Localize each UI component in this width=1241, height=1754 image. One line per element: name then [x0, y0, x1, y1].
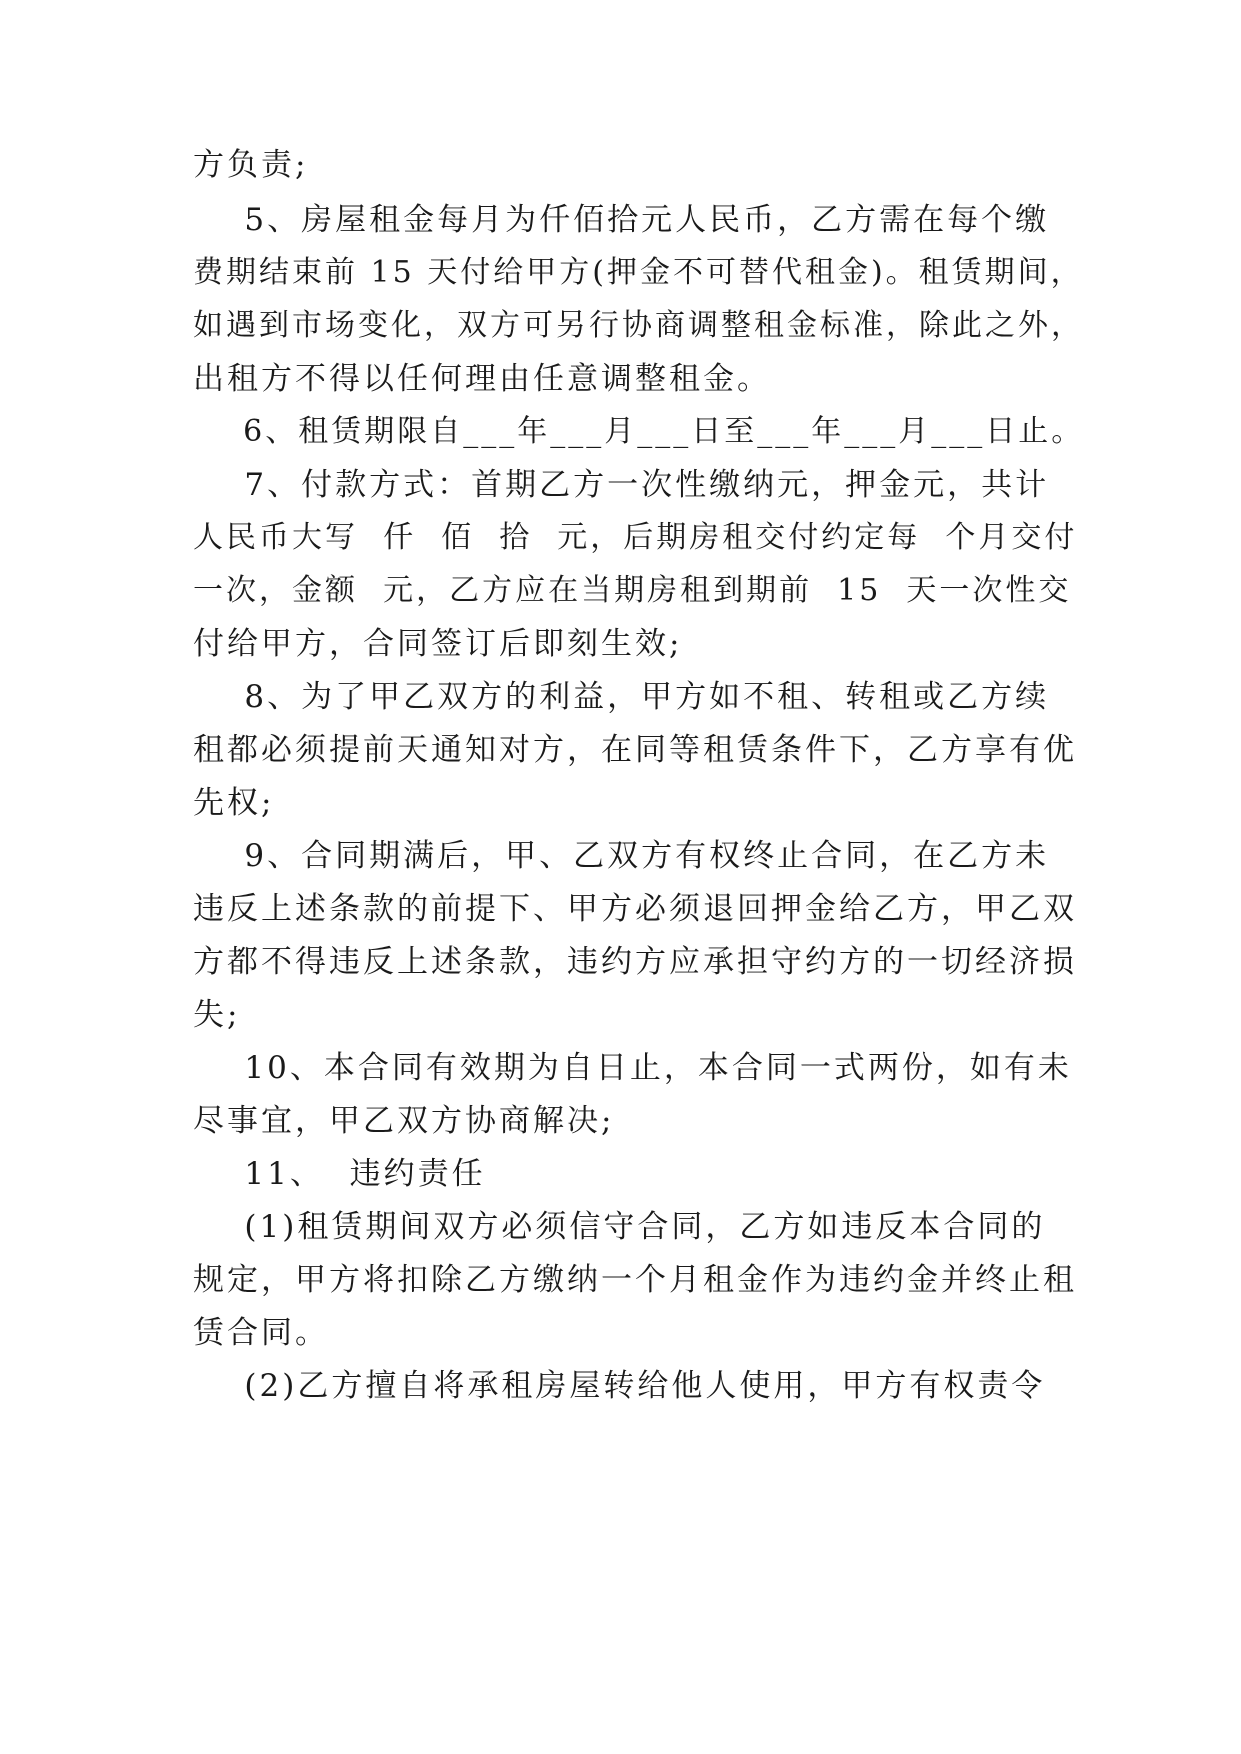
text-line: (2)乙方擅自将承租房屋转给他人使用，甲方有权责令 — [193, 1368, 1046, 1404]
text-line: 8、为了甲乙双方的利益，甲方如不租、转租或乙方续 — [193, 679, 1050, 715]
text-line: 9、合同期满后，甲、乙双方有权终止合同，在乙方未 — [193, 838, 1050, 874]
text-line: 方负责; — [193, 147, 309, 183]
text-line: 失; — [193, 997, 241, 1033]
text-line: 规定，甲方将扣除乙方缴纳一个月租金作为违约金并终止租 — [193, 1262, 1077, 1298]
text-line: 方都不得违反上述条款，违约方应承担守约方的一切经济损 — [193, 944, 1077, 980]
text-line: (1)租赁期间双方必须信守合同，乙方如违反本合同的 — [193, 1209, 1046, 1245]
text-line: 一次，金额 元，乙方应在当期房租到期前 15 天一次性交 — [193, 573, 1072, 608]
text-line: 如遇到市场变化，双方可另行协商调整租金标准，除此之外， — [193, 308, 1084, 343]
text-line: 10、本合同有效期为自日止，本合同一式两份，如有未 — [193, 1050, 1072, 1086]
text-line: 先权; — [193, 785, 275, 821]
text-line: 租都必须提前天通知对方，在同等租赁条件下，乙方享有优 — [193, 732, 1077, 768]
text-line: 出租方不得以任何理由任意调整租金。 — [193, 361, 771, 397]
text-line: 7、付款方式：首期乙方一次性缴纳元，押金元，共计 — [193, 467, 1050, 503]
text-line: 人民币大写 仟 佰 拾 元，后期房租交付约定每 个月交付 — [193, 520, 1078, 555]
text-line: 付给甲方，合同签订后即刻生效; — [193, 626, 683, 662]
text-line: 违反上述条款的前提下、甲方必须退回押金给乙方，甲乙双 — [193, 891, 1077, 927]
text-line: 5、房屋租金每月为仟佰拾元人民币，乙方需在每个缴 — [193, 202, 1050, 238]
text-line: 费期结束前 15 天付给甲方(押金不可替代租金)。租赁期间， — [193, 255, 1084, 290]
text-line: 赁合同。 — [193, 1315, 329, 1351]
text-line: 6、租赁期限自___年___月___日至___年___月___日止。 — [193, 414, 1085, 449]
text-line: 尽事宜，甲乙双方协商解决; — [193, 1103, 615, 1139]
text-line: 11、 违约责任 — [193, 1156, 486, 1192]
